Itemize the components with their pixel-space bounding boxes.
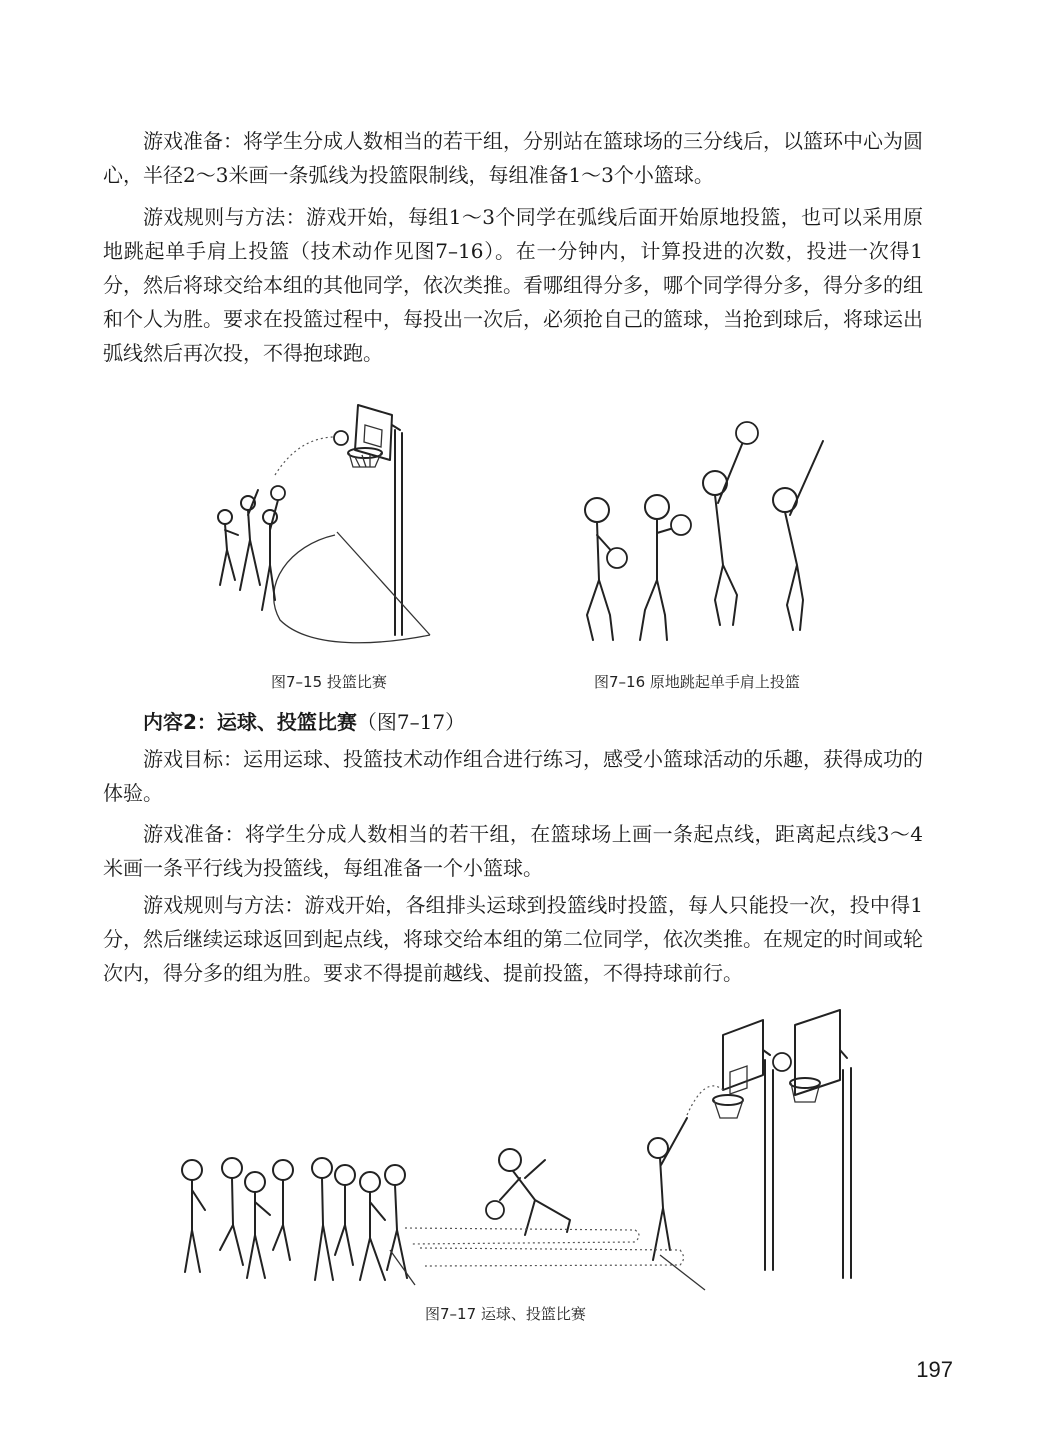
figure-7-15-caption: 图7–15 投篮比赛 <box>271 673 387 691</box>
jump-shot-sequence <box>585 422 823 640</box>
court-line <box>337 532 430 635</box>
figure-7-17-caption: 图7–17 运球、投篮比赛 <box>425 1305 586 1323</box>
figure-7-15-illustration <box>200 395 460 660</box>
dribbling-player <box>486 1149 570 1235</box>
two-basketball-hoops <box>713 1010 851 1278</box>
figure-7-17-illustration <box>175 1010 875 1300</box>
paragraph-game-prep-1: 游戏准备：将学生分成人数相当的若干组，分别站在篮球场的三分线后，以篮环中心为圆心，半径2～3米画一条弧线为投篮限制线，每组准备1～3个小篮球。 <box>103 129 923 187</box>
paragraph-game-rules-2: 游戏规则与方法：游戏开始，各组排头运球到投篮线时投篮，每人只能投一次，投中得1分，然后继续运球返回到起点线，将球交给本组的第二位同学，依次类推。在规定的时间或轮次内，得分多的组为胜。要求不得提前越线、提前投篮，不得持球前行。 <box>103 893 923 985</box>
shooting-players <box>218 486 285 610</box>
section-title: 内容2：运球、投篮比赛 <box>143 710 357 734</box>
team-lines-of-players <box>182 1158 407 1280</box>
figure-7-16-caption: 图7–16 原地跳起单手肩上投篮 <box>594 673 800 691</box>
ball-in-flight <box>334 431 348 445</box>
ball-in-flight <box>773 1053 791 1071</box>
basketball-hoop-stand <box>348 405 402 635</box>
paragraph-game-prep-2: 游戏准备：将学生分成人数相当的若干组，在篮球场上画一条起点线，距离起点线3～4米画一条平行线为投篮线，每组准备一个小篮球。 <box>103 822 923 880</box>
shooting-player <box>648 1118 687 1260</box>
ball-arc-path <box>275 437 340 475</box>
section-heading <box>143 705 465 739</box>
paragraph-game-rules-1: 游戏规则与方法：游戏开始，每组1～3个同学在弧线后面开始原地投篮，也可以采用原地跳起单手肩上投篮（技术动作见图7–16）。在一分钟内，计算投进的次数，投进一次得1分，然后将球交给本组的其他同学，依次类推。看哪组得分多，哪个同学得分多，得分多的组和个人为胜。要求在投篮过程中，每投出一次后，必须抢自己的篮球，当抢到球后，将球运出弧线然后再次投，不得抱球跑。 <box>103 205 923 365</box>
three-point-arc <box>274 535 430 643</box>
section-figure-ref: （图7–17） <box>356 710 466 734</box>
page-number: 197 <box>916 1357 953 1382</box>
figure-7-16-illustration <box>575 415 845 655</box>
paragraph-game-goal: 游戏目标：运用运球、投篮技术动作组合进行练习，感受小篮球活动的乐趣，获得成功的体验。 <box>103 747 923 805</box>
